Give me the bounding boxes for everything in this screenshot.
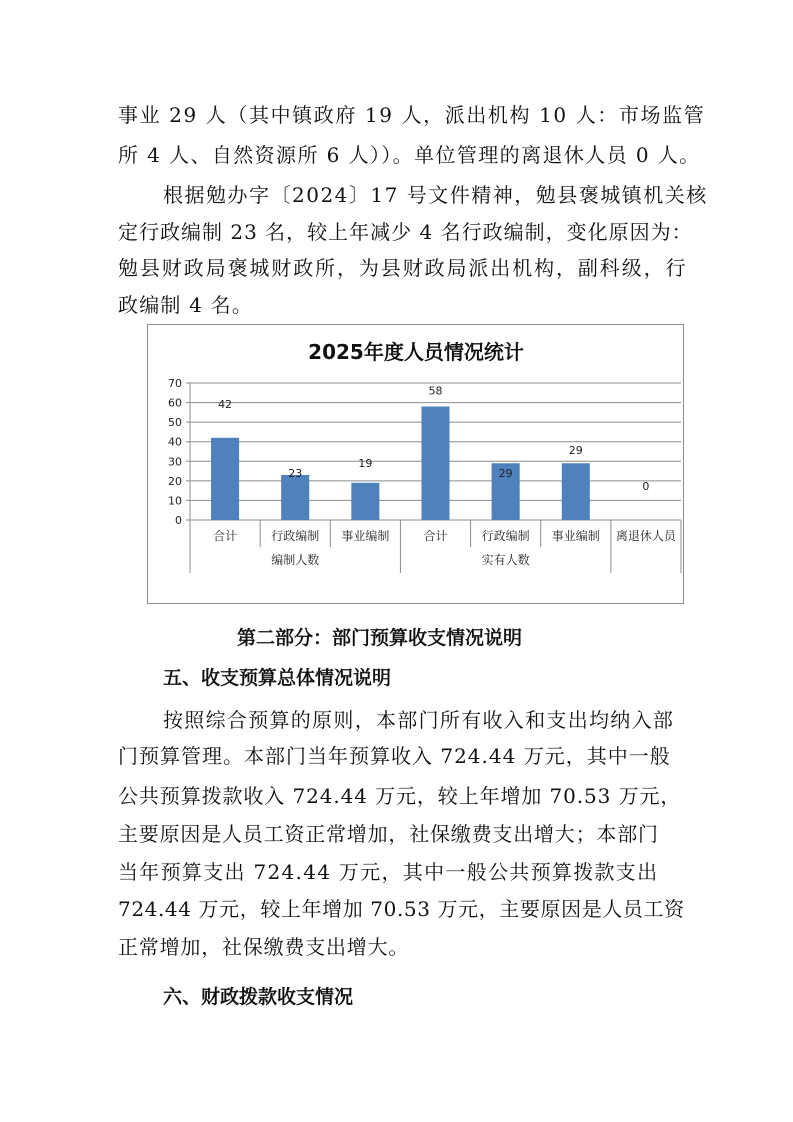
data-label: 29 [498, 467, 513, 481]
bar [211, 438, 239, 520]
bar [421, 406, 449, 520]
paragraph-line: 政编制 4 名。 [118, 293, 254, 317]
data-label: 23 [288, 466, 303, 480]
y-tick-label: 50 [168, 416, 182, 430]
chart-canvas [148, 325, 683, 603]
paragraph-line: 所 4 人、自然资源所 6 人））。单位管理的离退休人员 0 人。 [118, 143, 701, 167]
paragraph-line: 当年预算支出 724.44 万元，其中一般公共预算拨款支出 [118, 860, 659, 884]
data-label: 58 [428, 384, 443, 398]
paragraph-line: 正常增加，社保缴费支出增大。 [118, 935, 410, 959]
part-title: 第二部分：部门预算收支情况说明 [237, 627, 523, 649]
paragraph-line: 门预算管理。本部门当年预算收入 724.44 万元，其中一般 [118, 744, 671, 768]
group-label: 实有人数 [481, 553, 530, 567]
staff-statistics-chart [147, 324, 684, 604]
paragraph-line: 按照综合预算的原则，本部门所有收入和支出均纳入部 [163, 708, 675, 732]
data-label: 42 [218, 397, 233, 411]
category-label: 事业编制 [341, 529, 390, 543]
category-label: 行政编制 [271, 529, 320, 543]
y-tick-label: 60 [168, 396, 182, 410]
category-label: 合计 [423, 529, 448, 543]
category-label: 离退休人员 [615, 529, 676, 543]
paragraph-line: 公共预算拨款收入 724.44 万元，较上年增加 70.53 万元， [118, 784, 682, 808]
paragraph-line: 事业 29 人（其中镇政府 19 人，派出机构 10 人：市场监管 [118, 103, 706, 127]
paragraph-line: 724.44 万元，较上年增加 70.53 万元，主要原因是人员工资 [118, 897, 685, 921]
data-label: 0 [642, 480, 650, 493]
bar [562, 463, 590, 520]
paragraph-line: 根据勉办字〔2024〕17 号文件精神，勉县褒城镇机关核 [163, 183, 708, 207]
data-label: 29 [568, 444, 583, 458]
section-heading-6: 六、财政拨款收支情况 [163, 986, 354, 1008]
y-tick-label: 30 [168, 455, 182, 469]
y-tick-label: 10 [168, 494, 182, 508]
category-label: 事业编制 [551, 529, 600, 543]
data-label: 19 [358, 456, 373, 470]
paragraph-line: 勉县财政局褒城财政所，为县财政局派出机构，副科级，行 [118, 256, 688, 280]
chart-title: 2025年度人员情况统计 [308, 340, 524, 364]
paragraph-line: 定行政编制 23 名，较上年减少 4 名行政编制，变化原因为： [118, 220, 693, 244]
bar [351, 483, 379, 520]
y-tick-label: 70 [168, 377, 182, 390]
paragraph-line: 主要原因是人员工资正常增加，社保缴费支出增大；本部门 [118, 822, 659, 846]
category-label: 行政编制 [481, 529, 530, 543]
y-tick-label: 40 [168, 435, 182, 449]
group-label: 编制人数 [271, 553, 320, 567]
y-tick-label: 0 [175, 514, 182, 527]
category-label: 合计 [213, 529, 238, 543]
section-heading-5: 五、收支预算总体情况说明 [163, 667, 392, 689]
y-tick-label: 20 [168, 474, 182, 488]
bar [281, 475, 309, 520]
